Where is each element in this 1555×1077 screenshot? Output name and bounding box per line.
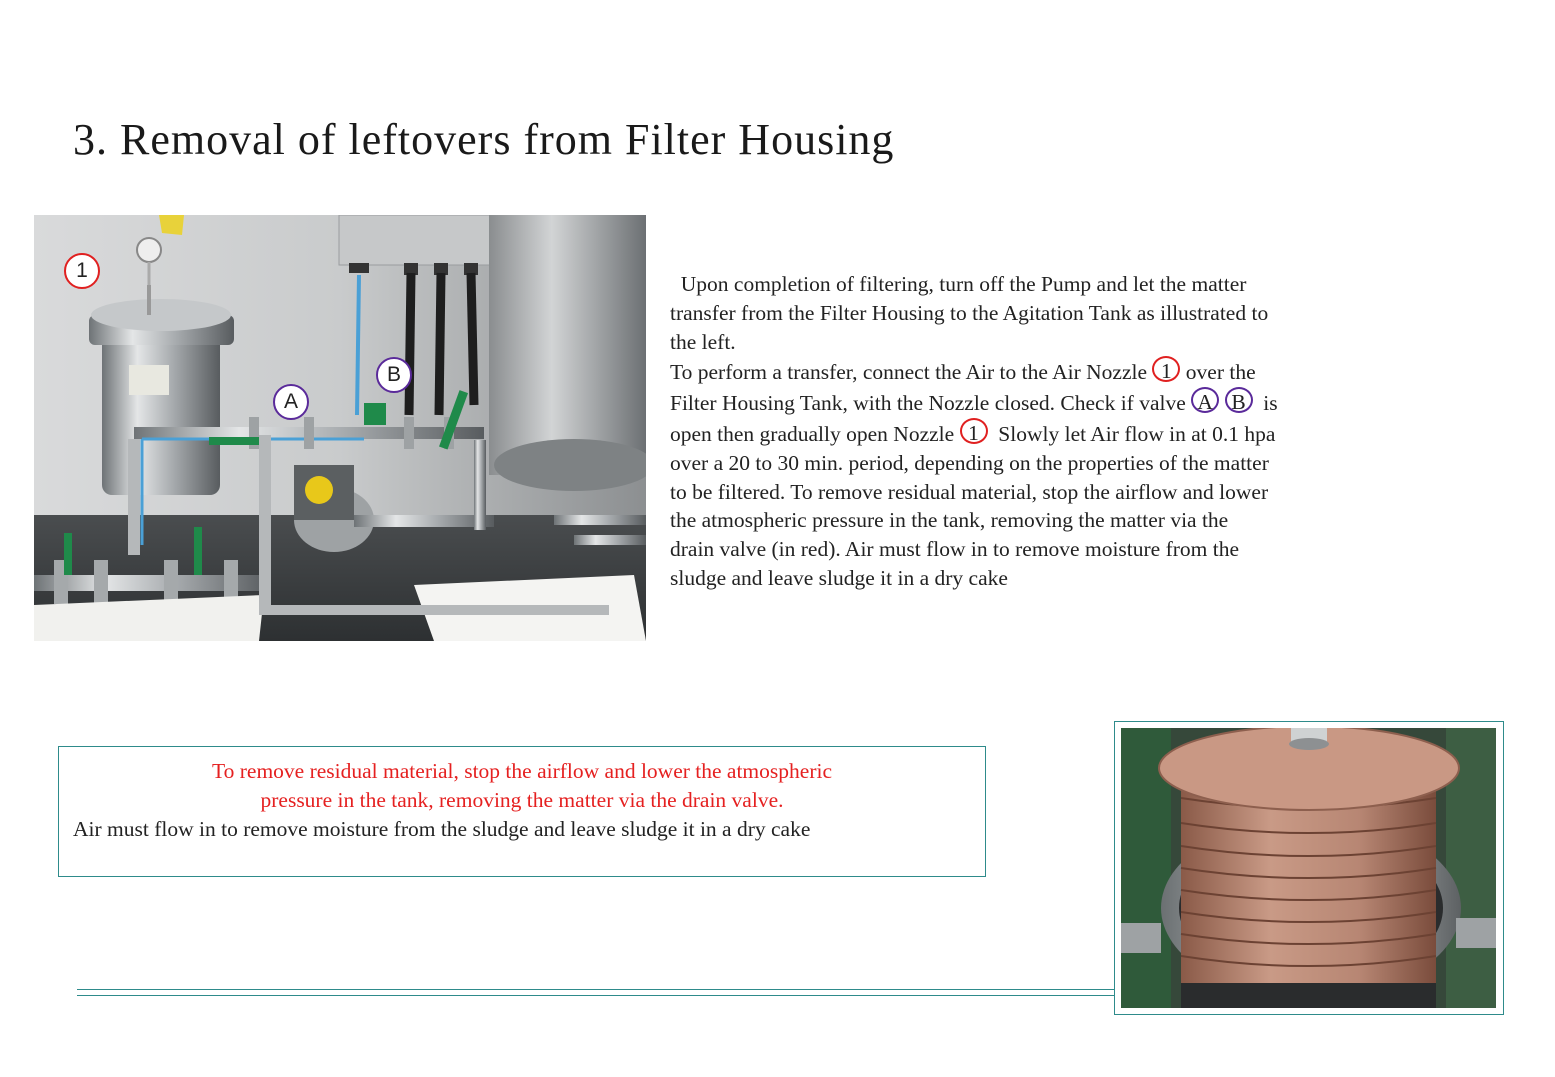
para-line: over a 20 to 30 min. period, depending on the properties of the matter xyxy=(670,450,1269,475)
para-line: to be filtered. To remove residual material, stop the airflow and lower xyxy=(670,479,1269,504)
para-line xyxy=(670,418,1500,449)
para-line: transfer from the Filter Housing to the Agitation Tank as illustrated to xyxy=(670,300,1269,325)
para-line: drain valve (in red). Air must flow in to remove moisture from the xyxy=(670,537,1240,562)
dry-cake-photo xyxy=(1121,728,1496,1008)
para-line-text: over the xyxy=(1185,360,1256,385)
para-line-text: open then gradually open Nozzle xyxy=(670,421,955,446)
inline-marker-1: 1 xyxy=(1152,356,1180,382)
para-line xyxy=(670,270,1500,299)
instructions-paragraph xyxy=(670,270,1500,593)
para-line-text: To perform a transfer, connect the Air to the Air Nozzle xyxy=(670,360,1148,385)
dry-cake-photo-frame xyxy=(1114,721,1504,1015)
para-line xyxy=(670,387,1500,418)
valve-marker-b: B xyxy=(376,357,412,393)
warning-line: To remove residual material, stop the airflow and lower the atmospheric xyxy=(212,759,832,783)
para-line-text: Filter Housing Tank, with the Nozzle closed. Check if valve xyxy=(670,391,1186,416)
filter-housing-illustration xyxy=(34,215,646,641)
para-line: the atmospheric pressure in the tank, removing the matter via the xyxy=(670,508,1229,533)
nozzle-marker-1: 1 xyxy=(64,253,100,289)
para-line-text: is xyxy=(1263,391,1278,416)
inline-marker-b: B xyxy=(1225,387,1253,413)
warning-line: pressure in the tank, removing the matter via the drain valve. xyxy=(260,788,784,812)
valve-marker-a: A xyxy=(273,384,309,420)
para-line: the left. xyxy=(670,329,736,354)
note-box xyxy=(58,746,986,877)
para-line-text: Upon completion of filtering, turn off the Pump and let the matter xyxy=(680,272,1247,296)
divider-line xyxy=(77,989,1117,990)
dry-cake-illustration xyxy=(1121,728,1496,1008)
inline-marker-1: 1 xyxy=(960,418,988,444)
page-title: 3. Removal of leftovers from Filter Housing xyxy=(73,115,895,164)
note-text: Air must flow in to remove moisture from the sludge and leave sludge it in a dry cake xyxy=(73,817,811,841)
inline-marker-a: A xyxy=(1191,387,1219,413)
para-line-text: Slowly let Air flow in at 0.1 hpa xyxy=(998,421,1276,446)
divider-line xyxy=(77,995,1117,996)
para-line: sludge and leave sludge it in a dry cake xyxy=(670,565,1008,590)
para-line xyxy=(670,356,1500,387)
warning-text xyxy=(59,757,985,815)
filter-housing-photo xyxy=(34,215,646,641)
